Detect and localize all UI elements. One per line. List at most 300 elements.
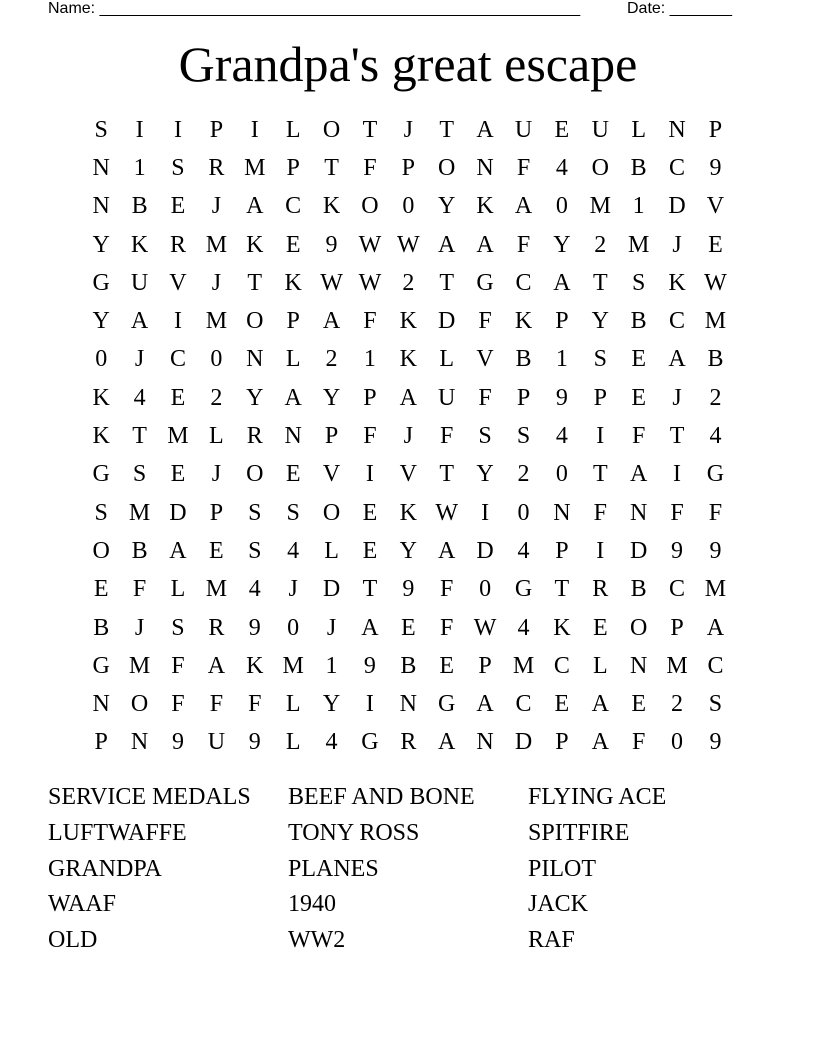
grid-cell[interactable]: 2 (671, 691, 684, 718)
grid-cell[interactable]: A (514, 193, 533, 220)
grid-cell[interactable]: 9 (709, 729, 722, 756)
grid-cell[interactable]: A (361, 614, 379, 641)
grid-cell[interactable]: A (438, 231, 456, 258)
grid-cell[interactable]: N (246, 346, 264, 373)
grid-cell[interactable]: W (396, 231, 420, 258)
grid-cell[interactable]: Y (591, 308, 609, 335)
grid-cell[interactable]: M (205, 308, 228, 335)
grid-cell[interactable]: T (132, 423, 147, 450)
grid-cell[interactable]: C (669, 308, 686, 335)
grid-cell[interactable]: 0 (95, 346, 108, 373)
grid-cell[interactable]: 1 (133, 154, 146, 181)
grid-cell[interactable]: L (631, 116, 646, 143)
grid-cell[interactable]: B (630, 154, 647, 181)
grid-cell[interactable]: 9 (402, 576, 415, 603)
grid-cell[interactable]: 9 (709, 537, 722, 564)
grid-cell[interactable]: P (555, 308, 569, 335)
grid-cell[interactable]: S (631, 269, 646, 296)
grid-cell[interactable]: E (362, 537, 378, 564)
grid-cell[interactable]: L (285, 346, 301, 373)
grid-cell[interactable]: 2 (709, 384, 722, 411)
grid-cell[interactable]: K (399, 499, 417, 526)
grid-cell[interactable]: K (92, 384, 110, 411)
grid-cell[interactable]: U (438, 384, 456, 411)
grid-cell[interactable]: O (92, 537, 110, 564)
grid-cell[interactable]: T (362, 116, 378, 143)
grid-cell[interactable]: S (171, 154, 185, 181)
grid-cell[interactable]: O (322, 116, 341, 143)
grid-cell[interactable]: 9 (555, 384, 568, 411)
grid-cell[interactable]: T (324, 154, 339, 181)
grid-cell[interactable]: F (171, 691, 185, 718)
grid-cell[interactable]: U (591, 116, 609, 143)
grid-cell[interactable]: R (208, 154, 225, 181)
grid-cell[interactable]: S (248, 499, 262, 526)
grid-cell[interactable]: K (246, 231, 264, 258)
grid-cell[interactable]: A (591, 729, 609, 756)
grid-cell[interactable]: J (672, 231, 682, 258)
grid-cell[interactable]: K (399, 308, 417, 335)
grid-cell[interactable]: A (438, 537, 456, 564)
grid-cell[interactable]: M (589, 193, 611, 220)
grid-cell[interactable]: P (478, 652, 492, 679)
grid-cell[interactable]: L (285, 729, 301, 756)
grid-cell[interactable]: 0 (479, 576, 492, 603)
grid-cell[interactable]: E (285, 461, 301, 488)
grid-cell[interactable]: P (401, 154, 415, 181)
grid-cell[interactable]: K (92, 423, 110, 450)
grid-cell[interactable]: A (438, 729, 456, 756)
grid-cell[interactable]: D (668, 193, 686, 220)
grid-cell[interactable]: P (324, 423, 339, 450)
grid-cell[interactable]: G (438, 691, 456, 718)
grid-cell[interactable]: A (246, 193, 264, 220)
grid-cell[interactable]: E (631, 346, 646, 373)
grid-cell[interactable]: A (207, 652, 226, 679)
grid-cell[interactable]: G (476, 269, 494, 296)
grid-cell[interactable]: U (130, 269, 149, 296)
grid-cell[interactable]: 0 (671, 729, 684, 756)
grid-cell[interactable]: S (94, 116, 108, 143)
grid-cell[interactable]: 2 (210, 384, 223, 411)
grid-cell[interactable]: F (363, 423, 377, 450)
grid-cell[interactable]: I (596, 537, 605, 564)
grid-cell[interactable]: Y (322, 691, 341, 718)
grid-cell[interactable]: T (592, 461, 608, 488)
grid-cell[interactable]: M (128, 499, 151, 526)
grid-cell[interactable]: J (326, 614, 337, 641)
grid-cell[interactable]: I (365, 461, 374, 488)
grid-cell[interactable]: F (516, 154, 531, 181)
grid-cell[interactable]: E (592, 614, 608, 641)
grid-cell[interactable]: P (555, 537, 569, 564)
word-list-item: PILOT (528, 855, 596, 882)
grid-cell[interactable]: 0 (555, 193, 568, 220)
grid-cell[interactable]: J (288, 576, 298, 603)
grid-cell[interactable]: T (439, 461, 455, 488)
grid-cell[interactable]: Y (246, 384, 264, 411)
grid-cell[interactable]: A (130, 308, 149, 335)
grid-cell[interactable]: N (629, 652, 648, 679)
grid-cell[interactable]: A (668, 346, 686, 373)
grid-cell[interactable]: D (476, 537, 494, 564)
grid-cell[interactable]: S (478, 423, 492, 450)
grid-cell[interactable]: N (284, 423, 302, 450)
grid-cell[interactable]: C (669, 576, 686, 603)
grid-cell[interactable]: K (514, 308, 533, 335)
grid-cell[interactable]: S (708, 691, 723, 718)
grid-cell[interactable]: N (92, 193, 110, 220)
grid-cell[interactable]: D (629, 537, 648, 564)
grid-cell[interactable]: M (282, 652, 304, 679)
grid-cell[interactable]: I (135, 116, 144, 143)
grid-cell[interactable]: Y (92, 308, 110, 335)
grid-cell[interactable]: P (670, 614, 684, 641)
grid-cell[interactable]: K (399, 346, 417, 373)
grid-cell[interactable]: 0 (402, 193, 415, 220)
grid-cell[interactable]: J (211, 269, 222, 296)
grid-cell[interactable]: T (554, 576, 570, 603)
grid-cell[interactable]: O (130, 691, 149, 718)
grid-cell[interactable]: F (248, 691, 262, 718)
grid-cell[interactable]: V (399, 461, 417, 488)
grid-cell[interactable]: K (476, 193, 494, 220)
grid-cell[interactable]: J (134, 346, 145, 373)
grid-cell[interactable]: J (134, 614, 145, 641)
grid-cell[interactable]: W (320, 269, 343, 296)
grid-cell[interactable]: B (131, 537, 148, 564)
grid-cell[interactable]: M (167, 423, 189, 450)
grid-cell[interactable]: 2 (594, 231, 607, 258)
grid-cell[interactable]: T (439, 269, 455, 296)
grid-cell[interactable]: L (324, 537, 339, 564)
grid-cell[interactable]: E (400, 614, 416, 641)
grid-cell[interactable]: I (596, 423, 605, 450)
grid-cell[interactable]: M (512, 652, 535, 679)
grid-cell[interactable]: S (286, 499, 300, 526)
grid-cell[interactable]: E (554, 691, 570, 718)
grid-cell[interactable]: V (322, 461, 341, 488)
grid-cell[interactable]: W (473, 614, 497, 641)
grid-cell[interactable]: 4 (248, 576, 261, 603)
grid-cell[interactable]: R (169, 231, 186, 258)
grid-cell[interactable]: R (246, 423, 263, 450)
grid-cell[interactable]: K (246, 652, 264, 679)
grid-cell[interactable]: J (211, 461, 222, 488)
grid-cell[interactable]: P (363, 384, 377, 411)
grid-cell[interactable]: E (170, 384, 186, 411)
grid-cell[interactable]: M (205, 231, 228, 258)
grid-cell[interactable]: C (285, 193, 302, 220)
grid-cell[interactable]: I (673, 461, 682, 488)
grid-cell[interactable]: F (440, 614, 454, 641)
grid-cell[interactable]: C (707, 652, 724, 679)
grid-cell[interactable]: F (363, 308, 377, 335)
header-line (48, 0, 748, 20)
grid-cell[interactable]: P (286, 154, 300, 181)
grid-cell[interactable]: P (555, 729, 569, 756)
grid-cell[interactable]: G (706, 461, 725, 488)
grid-cell[interactable]: F (593, 499, 607, 526)
grid-cell[interactable]: C (669, 154, 686, 181)
grid-cell[interactable]: C (515, 691, 532, 718)
grid-cell[interactable]: A (629, 461, 648, 488)
grid-cell[interactable]: V (706, 193, 725, 220)
grid-cell[interactable]: B (707, 346, 724, 373)
grid-cell[interactable]: D (438, 308, 456, 335)
grid-cell[interactable]: E (285, 231, 301, 258)
grid-cell[interactable]: T (669, 423, 685, 450)
grid-cell[interactable]: N (553, 499, 571, 526)
grid-cell[interactable]: F (440, 576, 454, 603)
grid-cell[interactable]: 4 (517, 537, 530, 564)
grid-cell[interactable]: M (128, 652, 151, 679)
grid-cell[interactable]: 4 (555, 423, 568, 450)
grid-cell[interactable]: P (708, 116, 723, 143)
grid-cell[interactable]: B (93, 614, 110, 641)
grid-cell[interactable]: B (400, 652, 417, 679)
grid-cell[interactable]: K (553, 614, 571, 641)
grid-cell[interactable]: 9 (671, 537, 684, 564)
grid-cell[interactable]: C (515, 269, 532, 296)
word-list-item: LUFTWAFFE (48, 819, 187, 846)
word-search-grid (82, 111, 735, 762)
grid-cell[interactable]: 0 (555, 461, 568, 488)
grid-cell[interactable]: V (169, 269, 187, 296)
grid-cell[interactable]: O (629, 614, 648, 641)
grid-cell[interactable]: F (132, 576, 147, 603)
grid-cell[interactable]: M (205, 576, 228, 603)
grid-cell[interactable]: E (170, 461, 186, 488)
grid-cell[interactable]: G (514, 576, 533, 603)
grid-cell[interactable]: 2 (402, 269, 415, 296)
grid-cell[interactable]: M (244, 154, 266, 181)
grid-cell[interactable]: E (554, 116, 570, 143)
grid-cell[interactable]: O (438, 154, 456, 181)
grid-cell[interactable]: K (668, 269, 686, 296)
grid-cell[interactable]: L (439, 346, 455, 373)
grid-cell[interactable]: K (322, 193, 341, 220)
grid-cell[interactable]: P (593, 384, 607, 411)
grid-cell[interactable]: O (591, 154, 609, 181)
grid-cell[interactable]: 1 (555, 346, 568, 373)
grid-cell[interactable]: J (672, 384, 682, 411)
grid-cell[interactable]: V (476, 346, 494, 373)
grid-cell[interactable]: S (248, 537, 262, 564)
grid-cell[interactable]: 1 (363, 346, 376, 373)
grid-cell[interactable]: 9 (248, 614, 261, 641)
grid-cell[interactable]: R (208, 614, 225, 641)
grid-cell[interactable]: M (704, 576, 727, 603)
grid-cell[interactable]: J (211, 193, 222, 220)
grid-cell[interactable]: A (706, 614, 725, 641)
grid-cell[interactable]: S (593, 346, 607, 373)
grid-cell[interactable]: G (92, 269, 110, 296)
grid-cell[interactable]: L (285, 691, 301, 718)
grid-cell[interactable]: Y (438, 193, 456, 220)
grid-cell[interactable]: F (670, 499, 684, 526)
grid-cell[interactable]: 0 (287, 614, 300, 641)
grid-cell[interactable]: E (708, 231, 723, 258)
grid-cell[interactable]: N (668, 116, 686, 143)
grid-cell[interactable]: L (592, 652, 608, 679)
grid-cell[interactable]: E (439, 652, 455, 679)
grid-cell[interactable]: I (365, 691, 374, 718)
grid-cell[interactable]: E (362, 499, 378, 526)
grid-cell[interactable]: 4 (709, 423, 722, 450)
grid-cell[interactable]: 4 (287, 537, 300, 564)
grid-cell[interactable]: E (170, 193, 186, 220)
grid-cell[interactable]: 4 (555, 154, 568, 181)
grid-cell[interactable]: T (592, 269, 608, 296)
grid-cell[interactable]: F (516, 231, 531, 258)
grid-cell[interactable]: U (207, 729, 226, 756)
grid-cell[interactable]: W (704, 269, 727, 296)
grid-cell[interactable]: N (476, 154, 494, 181)
grid-cell[interactable]: A (553, 269, 571, 296)
word-list-item: TONY ROSS (288, 819, 420, 846)
grid-cell[interactable]: A (322, 308, 341, 335)
grid-cell[interactable]: B (630, 576, 647, 603)
grid-cell[interactable]: F (478, 308, 492, 335)
grid-cell[interactable]: J (403, 423, 413, 450)
grid-cell[interactable]: I (173, 116, 182, 143)
grid-cell[interactable]: N (130, 729, 149, 756)
word-list-item: RAF (528, 927, 575, 954)
grid-cell[interactable]: 9 (171, 729, 184, 756)
grid-cell[interactable]: R (592, 576, 609, 603)
grid-cell[interactable]: D (322, 576, 341, 603)
grid-cell[interactable]: I (250, 116, 259, 143)
word-list-item: 1940 (288, 891, 336, 918)
grid-cell[interactable]: I (481, 499, 490, 526)
grid-cell[interactable]: S (171, 614, 185, 641)
grid-cell[interactable]: L (209, 423, 224, 450)
grid-cell[interactable]: 4 (517, 614, 530, 641)
grid-cell[interactable]: 1 (325, 652, 338, 679)
grid-cell[interactable]: P (209, 499, 224, 526)
grid-cell[interactable]: U (514, 116, 533, 143)
grid-cell[interactable]: 4 (133, 384, 146, 411)
grid-cell[interactable]: B (630, 308, 647, 335)
grid-cell[interactable]: W (435, 499, 459, 526)
grid-cell[interactable]: T (439, 116, 455, 143)
grid-cell[interactable]: S (94, 499, 108, 526)
grid-cell[interactable]: 9 (248, 729, 261, 756)
grid-cell[interactable]: T (362, 576, 378, 603)
grid-cell[interactable]: D (514, 729, 533, 756)
grid-cell[interactable]: E (631, 384, 646, 411)
grid-cell[interactable]: M (704, 308, 727, 335)
grid-cell[interactable]: Y (399, 537, 417, 564)
grid-cell[interactable]: N (92, 154, 110, 181)
grid-cell[interactable]: E (93, 576, 109, 603)
grid-cell[interactable]: O (322, 499, 341, 526)
grid-cell[interactable]: R (400, 729, 417, 756)
grid-cell[interactable]: N (399, 691, 417, 718)
grid-cell[interactable]: O (361, 193, 379, 220)
grid-cell[interactable]: S (132, 461, 147, 488)
grid-cell[interactable]: Y (476, 461, 494, 488)
grid-cell[interactable]: F (631, 423, 646, 450)
grid-cell[interactable]: P (286, 308, 300, 335)
grid-cell[interactable]: A (476, 116, 494, 143)
grid-cell[interactable]: Y (322, 384, 341, 411)
grid-cell[interactable]: W (358, 231, 382, 258)
grid-cell[interactable]: 0 (517, 499, 530, 526)
grid-cell[interactable]: N (92, 691, 110, 718)
grid-cell[interactable]: A (476, 231, 494, 258)
grid-cell[interactable]: A (169, 537, 187, 564)
grid-cell[interactable]: 9 (363, 652, 376, 679)
grid-cell[interactable]: N (476, 729, 494, 756)
grid-cell[interactable]: G (92, 461, 110, 488)
grid-cell[interactable]: F (708, 499, 723, 526)
grid-cell[interactable]: E (209, 537, 224, 564)
grid-cell[interactable]: P (516, 384, 531, 411)
grid-cell[interactable]: F (171, 652, 185, 679)
grid-cell[interactable]: C (553, 652, 570, 679)
grid-cell[interactable]: F (363, 154, 377, 181)
grid-cell[interactable]: F (631, 729, 646, 756)
grid-cell[interactable]: W (358, 269, 382, 296)
grid-cell[interactable]: B (515, 346, 532, 373)
grid-cell[interactable]: 9 (325, 231, 338, 258)
grid-cell[interactable]: I (173, 308, 182, 335)
grid-cell[interactable]: J (403, 116, 413, 143)
grid-cell[interactable]: C (169, 346, 186, 373)
grid-cell[interactable]: D (169, 499, 187, 526)
date-field-label[interactable]: Date: _______ (627, 0, 732, 17)
grid-cell[interactable]: S (516, 423, 531, 450)
grid-cell[interactable]: F (440, 423, 454, 450)
grid-cell[interactable]: 4 (325, 729, 338, 756)
grid-cell[interactable]: O (246, 308, 264, 335)
grid-cell[interactable]: M (627, 231, 650, 258)
word-list-item: PLANES (288, 855, 379, 882)
grid-cell[interactable]: A (591, 691, 609, 718)
grid-cell[interactable]: K (284, 269, 302, 296)
grid-cell[interactable]: A (284, 384, 302, 411)
grid-cell[interactable]: B (131, 193, 148, 220)
grid-cell[interactable]: L (285, 116, 301, 143)
grid-cell[interactable]: 1 (632, 193, 645, 220)
grid-cell[interactable]: F (209, 691, 224, 718)
grid-cell[interactable]: 0 (210, 346, 223, 373)
grid-cell[interactable]: K (130, 231, 149, 258)
grid-cell[interactable]: N (629, 499, 648, 526)
grid-cell[interactable]: 9 (709, 154, 722, 181)
grid-cell[interactable]: E (631, 691, 646, 718)
grid-cell[interactable]: G (361, 729, 379, 756)
grid-cell[interactable]: 2 (325, 346, 338, 373)
word-list-item: SERVICE MEDALS (48, 784, 251, 810)
grid-cell[interactable]: L (170, 576, 186, 603)
grid-cell[interactable]: P (209, 116, 224, 143)
grid-cell[interactable]: P (94, 729, 108, 756)
grid-cell[interactable]: M (666, 652, 688, 679)
grid-cell[interactable]: F (478, 384, 492, 411)
grid-cell[interactable]: Y (92, 231, 110, 258)
grid-cell[interactable]: T (247, 269, 263, 296)
grid-cell[interactable]: O (246, 461, 264, 488)
grid-cell[interactable]: G (92, 652, 110, 679)
grid-cell[interactable]: A (476, 691, 494, 718)
grid-cell[interactable]: A (399, 384, 417, 411)
grid-cell[interactable]: Y (553, 231, 571, 258)
grid-cell[interactable]: 2 (517, 461, 530, 488)
name-field-label[interactable]: Name: ______________________________________________________ (48, 0, 581, 17)
